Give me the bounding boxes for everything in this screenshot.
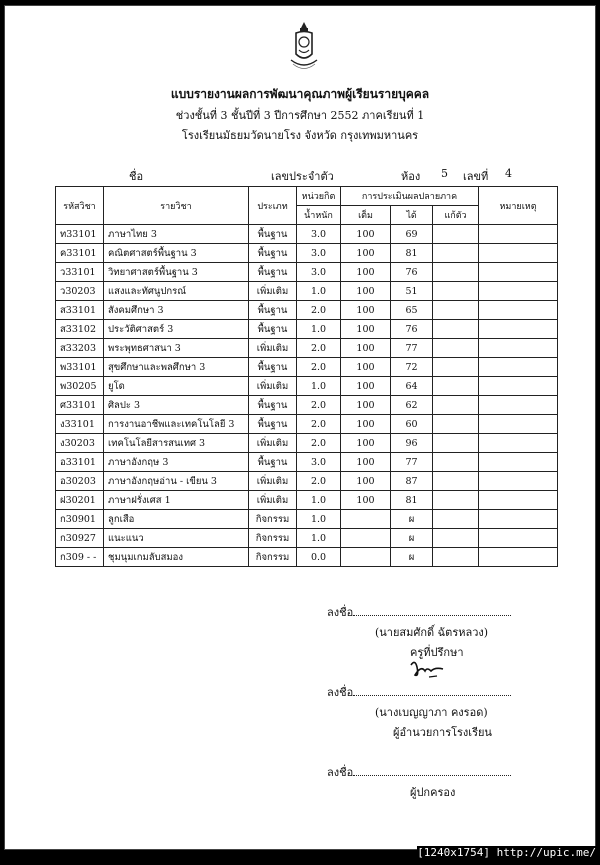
cell-remark — [479, 263, 558, 282]
table-row — [56, 510, 558, 529]
cell-fix — [433, 225, 479, 244]
table-row — [56, 320, 558, 339]
header-credit: หน่วยกิต — [297, 187, 341, 206]
cell-remark — [479, 434, 558, 453]
cell-code: ว33101 — [56, 263, 104, 282]
cell-full: 100 — [341, 339, 391, 358]
cell-subject: วิทยาศาสตร์พื้นฐาน 3 — [104, 263, 249, 282]
cell-code: ศ33101 — [56, 396, 104, 415]
cell-full: 100 — [341, 396, 391, 415]
cell-subject: แสงและทัศนูปกรณ์ — [104, 282, 249, 301]
cell-fix — [433, 510, 479, 529]
cell-credit: 3.0 — [297, 453, 341, 472]
cell-credit: 1.0 — [297, 320, 341, 339]
cell-type: พื้นฐาน — [249, 453, 297, 472]
cell-fix — [433, 358, 479, 377]
cell-subject: ยูโด — [104, 377, 249, 396]
cell-code: ก30927 — [56, 529, 104, 548]
cell-full — [341, 529, 391, 548]
header-fix: แก้ตัว — [433, 206, 479, 225]
cell-type: พื้นฐาน — [249, 301, 297, 320]
cell-subject: ภาษาอังกฤษอ่าน - เขียน 3 — [104, 472, 249, 491]
cell-credit: 1.0 — [297, 377, 341, 396]
table-row — [56, 339, 558, 358]
cell-subject: ภาษาอังกฤษ 3 — [104, 453, 249, 472]
cell-fix — [433, 244, 479, 263]
cell-subject: คณิตศาสตร์พื้นฐาน 3 — [104, 244, 249, 263]
cell-got: 64 — [391, 377, 433, 396]
cell-fix — [433, 396, 479, 415]
cell-got: 62 — [391, 396, 433, 415]
table-row — [56, 434, 558, 453]
cell-type: พื้นฐาน — [249, 320, 297, 339]
cell-type: พื้นฐาน — [249, 244, 297, 263]
director-role: ผู้อำนวยการโรงเรียน — [393, 726, 492, 739]
cell-remark — [479, 358, 558, 377]
cell-fix — [433, 548, 479, 567]
cell-subject: สุขศึกษาและพลศึกษา 3 — [104, 358, 249, 377]
cell-type: เพิ่มเติม — [249, 377, 297, 396]
header-weight: น้ำหนัก — [297, 206, 341, 225]
cell-full: 100 — [341, 244, 391, 263]
room-label: ห้อง — [401, 170, 421, 183]
sign-label: ลงชื่อ — [327, 766, 354, 779]
room-value: 5 — [441, 167, 448, 180]
number-label: เลขที่ — [463, 170, 489, 183]
school-emblem-icon — [287, 20, 321, 74]
cell-remark — [479, 491, 558, 510]
cell-code: ก309 - - — [56, 548, 104, 567]
cell-fix — [433, 320, 479, 339]
cell-full: 100 — [341, 472, 391, 491]
cell-fix — [433, 377, 479, 396]
parent-role: ผู้ปกครอง — [410, 786, 456, 799]
cell-full — [341, 548, 391, 567]
cell-remark — [479, 548, 558, 567]
cell-got: 72 — [391, 358, 433, 377]
cell-remark — [479, 472, 558, 491]
cell-type: เพิ่มเติม — [249, 282, 297, 301]
number-value: 4 — [505, 167, 512, 180]
cell-credit: 2.0 — [297, 472, 341, 491]
table-row — [56, 263, 558, 282]
cell-full: 100 — [341, 225, 391, 244]
advisor-role: ครูที่ปรึกษา — [410, 646, 464, 659]
cell-got: 69 — [391, 225, 433, 244]
cell-remark — [479, 225, 558, 244]
cell-code: ก30901 — [56, 510, 104, 529]
cell-type: พื้นฐาน — [249, 415, 297, 434]
cell-type: กิจกรรม — [249, 510, 297, 529]
header-code: รหัสวิชา — [56, 187, 104, 225]
cell-remark — [479, 396, 558, 415]
cell-fix — [433, 453, 479, 472]
cell-code: พ33101 — [56, 358, 104, 377]
cell-fix — [433, 472, 479, 491]
cell-code: ง33101 — [56, 415, 104, 434]
cell-type: เพิ่มเติม — [249, 339, 297, 358]
image-size-watermark: [1240x1754] http://upic.me/ — [417, 846, 596, 859]
cell-remark — [479, 339, 558, 358]
cell-remark — [479, 453, 558, 472]
cell-got: 76 — [391, 263, 433, 282]
table-row — [56, 396, 558, 415]
cell-subject: ภาษาไทย 3 — [104, 225, 249, 244]
cell-credit: 2.0 — [297, 415, 341, 434]
table-row — [56, 453, 558, 472]
cell-credit: 2.0 — [297, 396, 341, 415]
sign-label: ลงชื่อ — [327, 686, 354, 699]
cell-remark — [479, 377, 558, 396]
cell-type: พื้นฐาน — [249, 396, 297, 415]
cell-remark — [479, 529, 558, 548]
table-row — [56, 529, 558, 548]
cell-type: พื้นฐาน — [249, 225, 297, 244]
cell-fix — [433, 339, 479, 358]
cell-full — [341, 510, 391, 529]
cell-subject: ลูกเสือ — [104, 510, 249, 529]
cell-code: ง30203 — [56, 434, 104, 453]
report-page — [4, 5, 596, 850]
cell-type: กิจกรรม — [249, 548, 297, 567]
cell-code: ฝ30201 — [56, 491, 104, 510]
cell-type: เพิ่มเติม — [249, 491, 297, 510]
cell-fix — [433, 529, 479, 548]
cell-type: พื้นฐาน — [249, 358, 297, 377]
cell-code: ค33101 — [56, 244, 104, 263]
cell-got: 87 — [391, 472, 433, 491]
cell-code: พ30205 — [56, 377, 104, 396]
report-title: แบบรายงานผลการพัฒนาคุณภาพผู้เรียนรายบุคคล — [170, 87, 430, 101]
header-assessment: การประเมินผลปลายภาค — [341, 187, 479, 206]
cell-credit: 0.0 — [297, 548, 341, 567]
table-row — [56, 491, 558, 510]
cell-got: 65 — [391, 301, 433, 320]
cell-got: ผ — [391, 529, 433, 548]
cell-fix — [433, 491, 479, 510]
cell-credit: 1.0 — [297, 282, 341, 301]
header-remark: หมายเหตุ — [479, 187, 558, 225]
header-full: เต็ม — [341, 206, 391, 225]
table-row — [56, 358, 558, 377]
cell-type: เพิ่มเติม — [249, 472, 297, 491]
cell-credit: 3.0 — [297, 263, 341, 282]
handwritten-signature — [407, 657, 447, 681]
cell-full: 100 — [341, 415, 391, 434]
cell-got: 51 — [391, 282, 433, 301]
header-type: ประเภท — [249, 187, 297, 225]
cell-got: 60 — [391, 415, 433, 434]
cell-got: 81 — [391, 244, 433, 263]
advisor-name: (นายสมศักดิ์ ฉัตรหลวง) — [375, 626, 489, 639]
cell-code: อ33101 — [56, 453, 104, 472]
cell-full: 100 — [341, 301, 391, 320]
cell-got: 96 — [391, 434, 433, 453]
advisor-signature-line — [327, 603, 511, 621]
table-row — [56, 377, 558, 396]
header-got: ได้ — [391, 206, 433, 225]
cell-full: 100 — [341, 358, 391, 377]
cell-credit: 1.0 — [297, 529, 341, 548]
cell-credit: 2.0 — [297, 301, 341, 320]
cell-got: ผ — [391, 548, 433, 567]
parent-signature-line — [327, 763, 511, 781]
cell-credit: 3.0 — [297, 225, 341, 244]
cell-got: 81 — [391, 491, 433, 510]
cell-remark — [479, 510, 558, 529]
director-signature-line — [327, 683, 511, 701]
cell-credit: 1.0 — [297, 510, 341, 529]
cell-fix — [433, 301, 479, 320]
cell-code: อ30203 — [56, 472, 104, 491]
cell-full: 100 — [341, 282, 391, 301]
cell-fix — [433, 415, 479, 434]
cell-got: 77 — [391, 339, 433, 358]
table-row — [56, 472, 558, 491]
cell-remark — [479, 244, 558, 263]
cell-type: เพิ่มเติม — [249, 434, 297, 453]
table-row — [56, 244, 558, 263]
table-row — [56, 225, 558, 244]
cell-code: ส33102 — [56, 320, 104, 339]
header-subject: รายวิชา — [104, 187, 249, 225]
cell-credit: 2.0 — [297, 434, 341, 453]
cell-fix — [433, 434, 479, 453]
cell-code: ว30203 — [56, 282, 104, 301]
cell-fix — [433, 263, 479, 282]
table-row — [56, 301, 558, 320]
cell-credit: 1.0 — [297, 491, 341, 510]
grades-table — [55, 186, 558, 567]
cell-code: ส33203 — [56, 339, 104, 358]
cell-full: 100 — [341, 453, 391, 472]
sign-label: ลงชื่อ — [327, 606, 354, 619]
table-row — [56, 415, 558, 434]
cell-got: ผ — [391, 510, 433, 529]
cell-fix — [433, 282, 479, 301]
cell-subject: ภาษาฝรั่งเศส 1 — [104, 491, 249, 510]
cell-subject: ประวัติศาสตร์ 3 — [104, 320, 249, 339]
cell-subject: ศิลปะ 3 — [104, 396, 249, 415]
cell-subject: พระพุทธศาสนา 3 — [104, 339, 249, 358]
table-row — [56, 548, 558, 567]
cell-type: พื้นฐาน — [249, 263, 297, 282]
cell-remark — [479, 320, 558, 339]
cell-remark — [479, 415, 558, 434]
cell-subject: เทคโนโลยีสารสนเทศ 3 — [104, 434, 249, 453]
cell-subject: ชุมนุมเกมลับสมอง — [104, 548, 249, 567]
cell-got: 76 — [391, 320, 433, 339]
cell-remark — [479, 301, 558, 320]
cell-full: 100 — [341, 320, 391, 339]
cell-full: 100 — [341, 263, 391, 282]
student-id-label: เลขประจำตัว — [271, 170, 334, 183]
cell-credit: 3.0 — [297, 244, 341, 263]
cell-full: 100 — [341, 491, 391, 510]
cell-remark — [479, 282, 558, 301]
cell-subject: การงานอาชีพและเทคโนโลยี 3 — [104, 415, 249, 434]
name-label: ชื่อ — [129, 170, 144, 183]
cell-got: 77 — [391, 453, 433, 472]
director-name: (นางเบญญาภา คงรอด) — [375, 706, 488, 719]
cell-full: 100 — [341, 377, 391, 396]
table-row — [56, 282, 558, 301]
cell-code: ส33101 — [56, 301, 104, 320]
cell-code: ท33101 — [56, 225, 104, 244]
cell-type: กิจกรรม — [249, 529, 297, 548]
cell-subject: สังคมศึกษา 3 — [104, 301, 249, 320]
cell-credit: 2.0 — [297, 339, 341, 358]
cell-credit: 2.0 — [297, 358, 341, 377]
report-term-line: ช่วงชั้นที่ 3 ชั้นปีที่ 3 ปีการศึกษา 2552 ภาคเรียนที่ 1 — [175, 109, 425, 122]
school-name-line: โรงเรียนมัธยมวัดนายโรง จังหวัด กรุงเทพมหานคร — [181, 129, 419, 142]
cell-full: 100 — [341, 434, 391, 453]
cell-subject: แนะแนว — [104, 529, 249, 548]
